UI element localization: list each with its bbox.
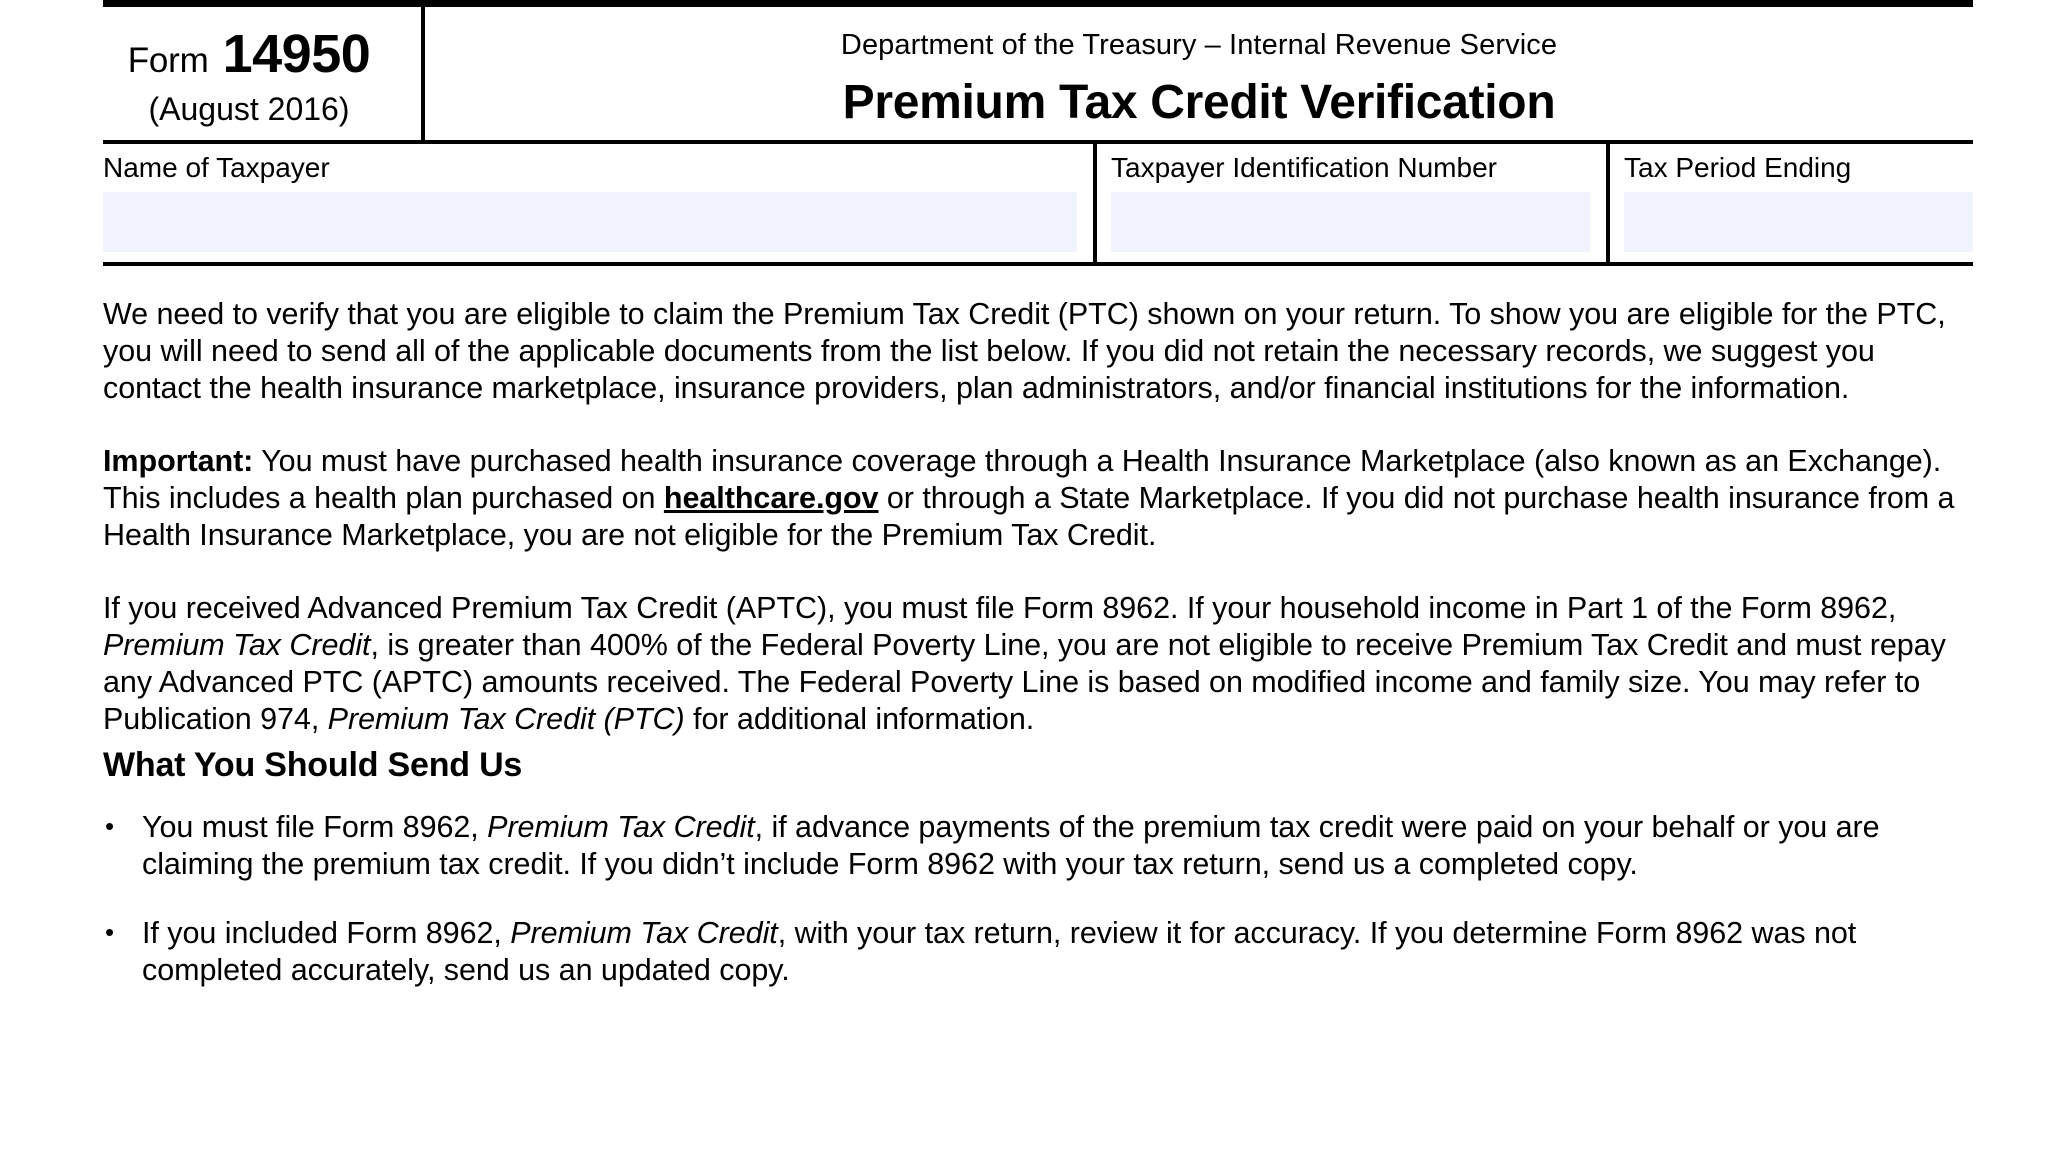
section-heading-what-you-should-send-us: What You Should Send Us <box>103 746 523 785</box>
important-text-before-link: You must have purchased health insurance coverage through a Health Insurance Marketplace (also known as an Exchange). This includes a health plan purchased on <box>103 444 1942 516</box>
bullet-1-text-part-1: You must file Form 8962, <box>142 810 488 845</box>
taxpayer-field-row <box>103 140 1973 266</box>
form-identifier-cell <box>103 7 425 140</box>
aptc-text-part-2: , is greater than 400% of the Federal Poverty Line, you are not eligible to receive Premium Tax Credit and must repay any Advanced PTC (APTC) amounts received. The Federal Poverty Line is based on modified income and family size. You may refer to Publication 974, <box>103 628 1946 737</box>
bullet-2-text-part-2: , with your tax return, review it for accuracy. If you determine Form 8962 was not completed accurately, send us an updated copy. <box>142 916 1857 988</box>
important-text-after-link: or through a State Marketplace. If you did not purchase health insurance from a Health Insurance Marketplace, you are not eligible for the Premium Tax Credit. <box>103 481 1955 553</box>
field-label-taxpayer-identification-number: Taxpayer Identification Number <box>1111 152 1497 183</box>
bullet-2-italic-form-title: Premium Tax Credit <box>510 916 778 951</box>
important-paragraph <box>103 443 1973 554</box>
bullet-1-text-part-2: , if advance payments of the premium tax credit were paid on your behalf or you are claiming the premium tax credit. If you didn’t include Form 8962 with your tax return, send us a completed copy. <box>142 810 1880 882</box>
taxpayer-identification-number-input[interactable] <box>1111 192 1590 252</box>
bullet-2-text-part-1: If you included Form 8962, <box>142 916 511 951</box>
form-number: 14950 <box>222 24 371 84</box>
aptc-text-part-3: for additional information. <box>684 702 1035 737</box>
form-revision-date: (August 2016) <box>148 91 350 127</box>
page-title: Premium Tax Credit Verification <box>842 76 1556 129</box>
aptc-italic-premium-tax-credit: Premium Tax Credit <box>103 628 371 663</box>
form-title-cell <box>425 7 1973 140</box>
form-number-line <box>103 23 395 85</box>
field-label-tax-period-ending: Tax Period Ending <box>1624 152 1852 183</box>
field-label-name-of-taxpayer: Name of Taxpayer <box>103 152 330 183</box>
bullet-1-italic-form-title: Premium Tax Credit <box>487 810 755 845</box>
field-taxpayer-identification-number <box>1093 144 1606 262</box>
form-masthead <box>103 0 1973 140</box>
list-item <box>103 809 1973 883</box>
aptc-paragraph <box>103 590 1973 738</box>
field-tax-period-ending <box>1606 144 1973 262</box>
intro-paragraph: We need to verify that you are eligible to claim the Premium Tax Credit (PTC) shown on your return. To show you are eligible for the PTC, you will need to send all of the applicable documents from the list below. If you did not retain the necessary records, we suggest you contact the health insurance marketplace, insurance providers, plan administrators, and/or financial institutions for the information. <box>103 297 1946 406</box>
send-us-list <box>103 809 1973 989</box>
agency-line: Department of the Treasury – Internal Revenue Service <box>840 29 1558 61</box>
form-body <box>103 266 1973 989</box>
name-of-taxpayer-input[interactable] <box>103 192 1077 252</box>
healthcare-gov-link[interactable]: healthcare.gov <box>663 481 879 516</box>
form-word-label: Form <box>127 41 209 80</box>
important-lead: Important: <box>103 444 254 479</box>
aptc-text-part-1: If you received Advanced Premium Tax Credit (APTC), you must file Form 8962. If your household income in Part 1 of the Form 8962, <box>103 591 1897 626</box>
field-name-of-taxpayer <box>103 144 1093 262</box>
list-item <box>103 915 1973 989</box>
aptc-italic-publication-974-title: Premium Tax Credit (PTC) <box>327 702 685 737</box>
tax-period-ending-input[interactable] <box>1624 192 1973 252</box>
